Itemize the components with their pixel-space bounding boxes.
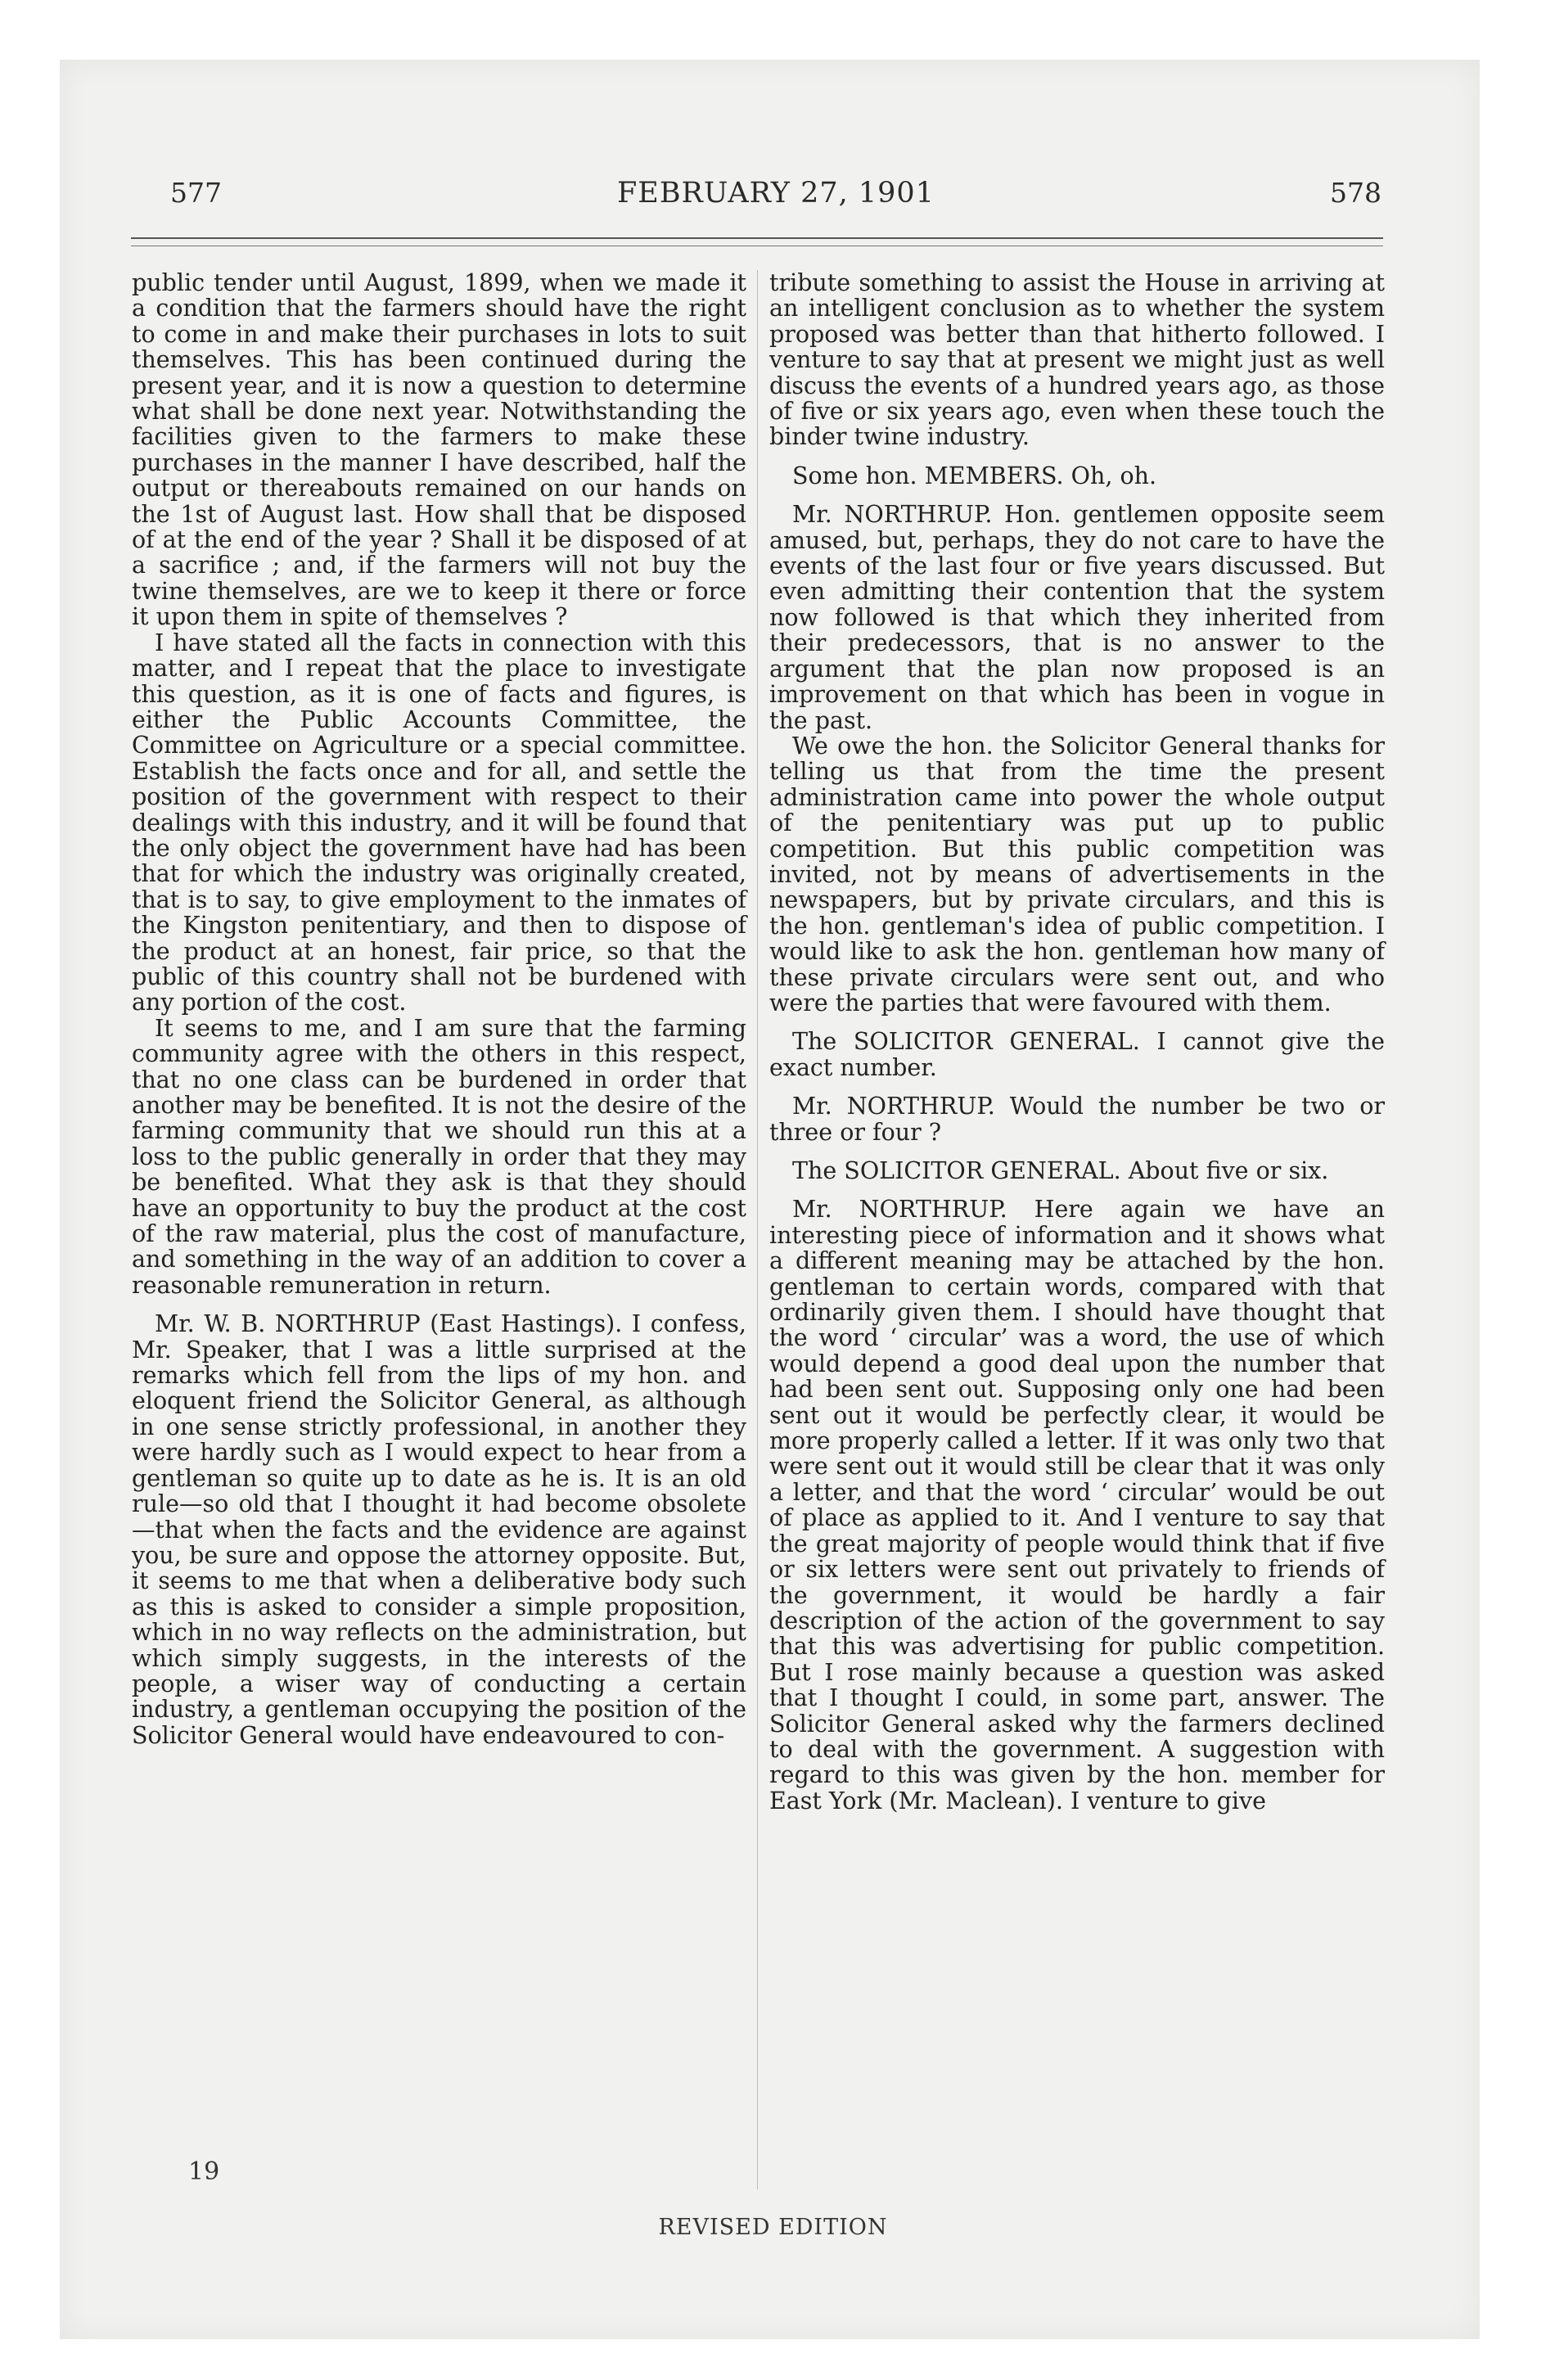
footer-edition: REVISED EDITION — [658, 2215, 888, 2240]
paragraph: Mr. NORTHRUP. Hon. gentlemen opposite seem amused, but, perhaps, they do not care to have the events of the last four or five years discussed. But even admitting their contention that the system now followed is that which they inherited from their predecessors, that is no answer to the argument that the plan now proposed is an improvement on that which has been in vogue in the past. — [769, 501, 1385, 734]
paragraph: Mr. NORTHRUP. Would the number be two or three or four ? — [769, 1093, 1385, 1146]
paragraph: The SOLICITOR GENERAL. About five or six. — [792, 1157, 1329, 1184]
header-date: FEBRUARY 27, 1901 — [617, 177, 935, 210]
left-page-number: 577 — [170, 177, 222, 209]
signature-mark: 19 — [188, 2157, 220, 2186]
page-header — [170, 177, 1381, 218]
paragraph: I have stated all the facts in connection with this matter, and I repeat that the place to investigate this question, as it is one of facts and figures, is either the Public Accounts Committee, the Committee on Agriculture or a special committee. Establish the facts once and for all, and settle the position of the government with respect to their dealings with this industry, and it will be found that the only object the government have had has been that for which the industry was originally created, that is to say, to give employment to the inmates of the Kingston penitentiary, and then to dispose of the product at an honest, fair price, so that the public of this country shall not be burdened with any portion of the cost. — [132, 629, 746, 1016]
column-divider — [757, 270, 758, 2189]
paragraph: Mr. NORTHRUP. Here again we have an interesting piece of information and it shows what a different meaning may be attached by the hon. gentleman to certain words, compared with that ordinarily given them. I should have thought that the word ‘ circular’ was a word, the use of which would depend a good deal upon the number that had been sent out. Supposing only one had been sent out it would be perfectly clear, it would be more properly called a letter. If it was only two that were sent out it would still be clear that it was only a letter, and that the word ‘ circular’ would be out of place as applied to it. And I venture to say that the great majority of people would think that if five or six letters were sent out privately to friends of the government, it would be hardly a fair description of the action of the government to say that this was advertising for public competition. But I rose mainly because a question was asked that I thought I could, in some part, answer. The Solicitor General asked why the farmers declined to deal with the government. A suggestion with regard to this was given by the hon. member for East York (Mr. Maclean). I venture to give — [769, 1196, 1385, 1814]
paragraph: Some hon. MEMBERS. Oh, oh. — [792, 462, 1157, 489]
right-column — [769, 270, 1385, 1814]
right-page-number: 578 — [1330, 177, 1381, 209]
left-column — [132, 270, 746, 1748]
header-rule — [131, 237, 1383, 239]
paragraph: public tender until August, 1899, when we made it a condition that the farmers should have the right to come in and make their purchases in lots to suit themselves. This has been continued during the present year, and it is now a question to determine what shall be done next year. Notwithstanding the facilities given to the farmers to make these purchases in the manner I have described, half the output or thereabouts remained on our hands on the 1st of August last. How shall that be disposed of at the end of the year ? Shall it be disposed of at a sacrifice ; and, if the farmers will not buy the twine themselves, are we to keep it there or force it upon them in spite of themselves ? — [132, 269, 746, 631]
paragraph: tribute something to assist the House in arriving at an intelligent conclusion as to whether the system proposed was better than that hitherto followed. I venture to say that at present we might just as well discuss the events of a hundred years ago, as those of five or six years ago, even when these touch the binder twine industry. — [769, 269, 1385, 451]
paragraph: We owe the hon. the Solicitor General thanks for telling us that from the time the present administration came into power the whole output of the penitentiary was put up to public competition. But this public competition was invited, not by means of advertisements in the newspapers, but by private circulars, and this is the hon. gentleman's idea of public competition. I would like to ask the hon. gentleman how many of these private circulars were sent out, and who were the parties that were favoured with them. — [769, 732, 1385, 1016]
paragraph: The SOLICITOR GENERAL. I cannot give the exact number. — [769, 1028, 1385, 1081]
paragraph: It seems to me, and I am sure that the farming community agree with the others in this respect, that no one class can be burdened in order that another may be benefited. It is not the desire of the farming community that we should run this at a loss to the public generally in order that they may be benefited. What they ask is that they should have an opportunity to buy the product at the cost of the raw material, plus the cost of manufacture, and something in the way of an addition to cover a reasonable remuneration in return. — [132, 1014, 746, 1299]
paragraph: Mr. W. B. NORTHRUP (East Hastings). I confess, Mr. Speaker, that I was a little surprised at the remarks which fell from the lips of my hon. and eloquent friend the Solicitor General, as although in one sense strictly professional, in another they were hardly such as I would expect to hear from a gentleman so quite up to date as he is. It is an old rule—so old that I thought it had become obsolete—that when the facts and the evidence are against you, be sure and oppose the attorney opposite. But, it seems to me that when a deliberative body such as this is asked to consider a simple proposition, which in no way reflects on the administration, but which simply suggests, in the interests of the people, a wiser way of conducting a certain industry, a gentleman occupying the position of the Solicitor General would have endeavoured to con- — [132, 1310, 746, 1749]
